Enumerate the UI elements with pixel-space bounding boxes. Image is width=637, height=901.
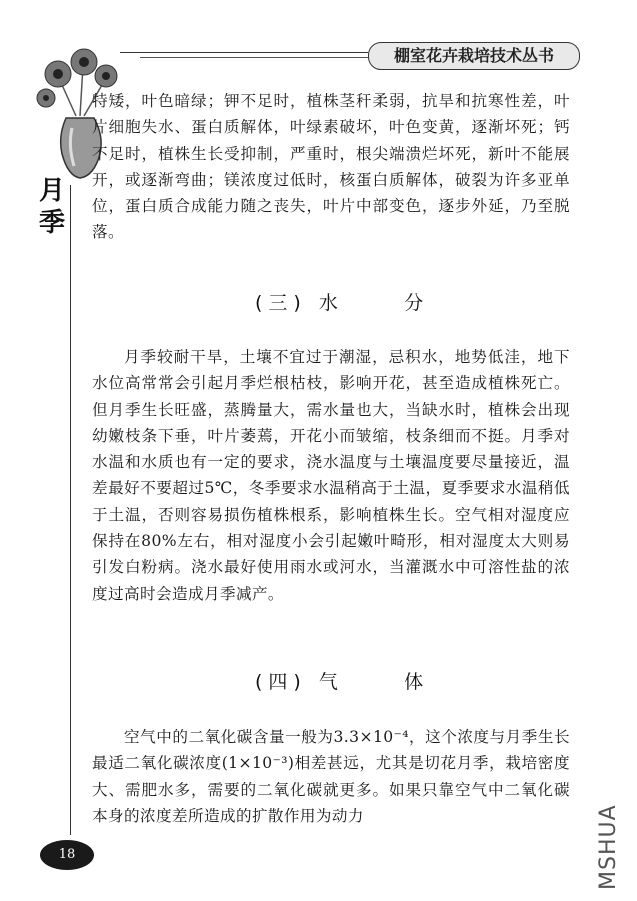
side-title-char-2: 季 bbox=[38, 208, 65, 238]
paragraph-gas: 空气中的二氧化碳含量一般为3.3×10⁻⁴，这个浓度与月季生长最适二氧化碳浓度(1×10⁻³)相差甚远，尤其是切花月季，栽培密度大、需肥水多，需要的二氧化碳就更多。如果只靠空气中二氧化碳本身的浓度差所造成的扩散作用为动力 bbox=[92, 728, 570, 825]
header-rule-thin bbox=[140, 57, 368, 58]
watermark: MSHUA bbox=[596, 804, 621, 890]
paragraph-water: 月季较耐干旱，土壤不宜过于潮湿，忌积水，地势低洼，地下水位高常常会引起月季烂根枯枝，影响开花，甚至造成植株死亡。但月季生长旺盛，蒸腾量大，需水量也大，当缺水时，植株会出现幼嫩枝条下垂，叶片萎蔫，开花小而皱缩，枝条细而不挺。月季对水温和水质也有一定的要求，浇水温度与土壤温度要尽量接近，温差最好不要超过5℃，冬季要求水温稍高于土温，夏季要求水温稍低于土温，否则容易损伤植株根系，影响植株生长。空气相对湿度应保持在80%左右，相对湿度小会引起嫩叶畸形，相对湿度太大则易引发白粉病。浇水最好使用雨水或河水，当灌溉水中可溶性盐的浓度过高时会造成月季减产。 bbox=[92, 348, 570, 603]
section-heading-gas: (四) 气 体 bbox=[255, 671, 430, 693]
side-rule bbox=[70, 185, 71, 835]
paragraph-nutrients: 特矮，叶色暗绿；钾不足时，植株茎秆柔弱，抗旱和抗寒性差，叶片细胞失水、蛋白质解体，叶绿素破坏，叶色变黄，逐渐坏死；钙不足时，植株生长受抑制，严重时，根尖端溃烂坏死，新叶不能展开，或逐渐弯曲；镁浓度过低时，核蛋白质解体，破裂为许多亚单位，蛋白质合成能力随之丧失，叶片中部变色，逐步外延，乃至脱落。 bbox=[92, 92, 570, 242]
side-title bbox=[37, 175, 67, 239]
page-number: 18 bbox=[58, 847, 76, 862]
series-title: 棚室花卉栽培技术丛书 bbox=[368, 42, 580, 70]
side-title-char-1: 月 bbox=[38, 176, 65, 206]
section-heading-water: (三) 水 分 bbox=[255, 292, 430, 314]
header-rule bbox=[120, 52, 368, 53]
page-number-badge bbox=[40, 840, 94, 870]
